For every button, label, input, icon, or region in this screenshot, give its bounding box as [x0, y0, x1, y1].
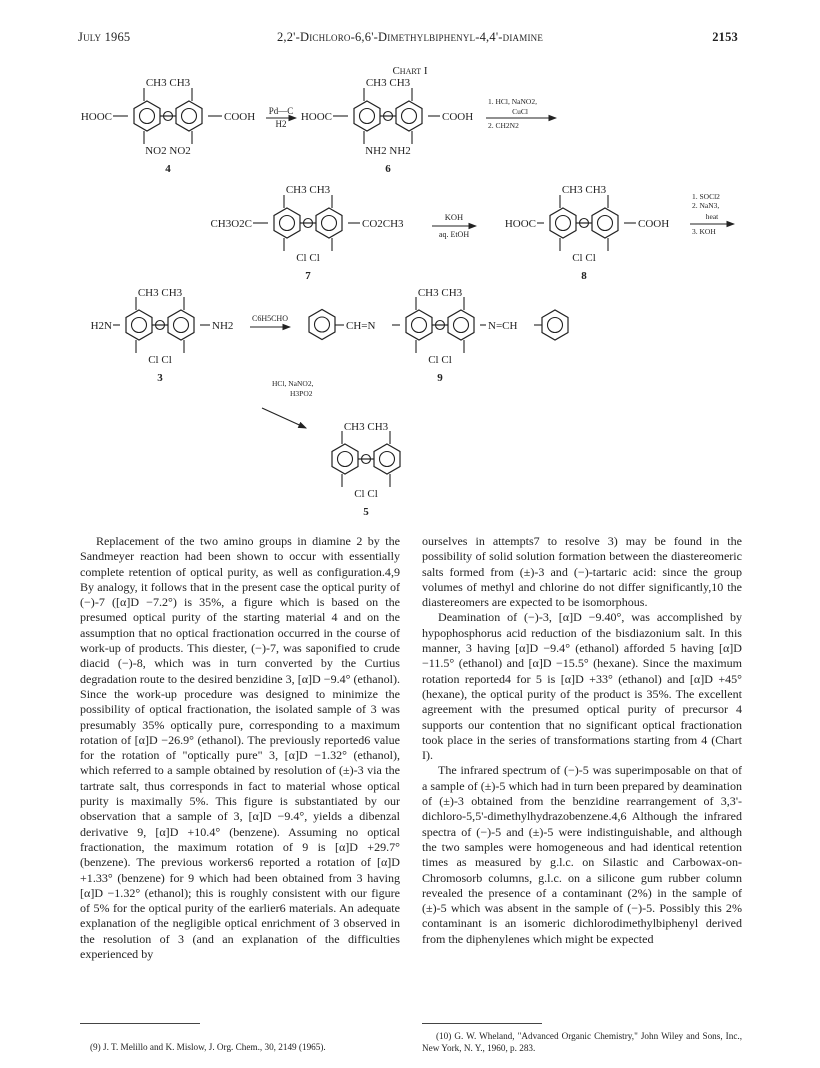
compound-6-left-label: HOOC [300, 111, 332, 123]
compound-8-top-label: CH3 CH3 [561, 184, 607, 196]
compound-9-right-label: N=CH [488, 320, 518, 332]
arrow-4-line-1: HCl, NaNO2, [272, 379, 314, 388]
compound-9-number: 9 [437, 372, 443, 384]
compound-6-bottom-label: NH2 NH2 [365, 145, 411, 157]
arrow-benzaldehyde-label: C6H5CHO [251, 314, 289, 323]
arrow-2-line-2: CuCl [512, 107, 528, 116]
compound-5-number: 5 [363, 506, 369, 518]
arrow-koh-bottom: aq. EtOH [438, 230, 470, 239]
compound-4-left-label: HOOC [80, 111, 112, 123]
arrow-socl2-nan3-koh [690, 192, 734, 236]
arrow-2-line-1: 1. HCl, NaNO2, [488, 97, 537, 106]
arrow-benzaldehyde [250, 314, 290, 327]
arrow-koh-top: KOH [444, 212, 464, 222]
body-paragraph: Deamination of (−)-3, [α]D −9.40°, was accomplished by hypophosphorus acid reduction of the bisdiazonium salt. In this manner, 3 having [α]D −9.4° (ethanol) afforded 5 having [α]D −11.5° (ethanol) and [α]D −15.5° (hexane). Since the maximum rotation reported4 for 5 is [α]D +33° (ethanol) and [α]D +45° (hexane), the optical purity of the product is 35%. The excellent agreement with the presumed optical purity of precursor 4 supports our contention that no significant optical fractionation took place in the series of transformations starting from 4 (Chart I). [422, 610, 742, 763]
compound-9-top-label: CH3 CH3 [417, 287, 463, 299]
right-text-column [422, 534, 742, 947]
arrow-4-line-2: H3PO2 [290, 389, 313, 398]
compound-7-structure [210, 184, 404, 282]
arrow-1-reagent-top: Pd—C [268, 106, 294, 116]
arrow-koh-aq-etoh [432, 212, 476, 239]
compound-4-bottom-label: NO2 NO2 [145, 145, 191, 157]
compound-3-bottom-label: Cl Cl [148, 354, 172, 366]
running-head-title: 2,2'-Dichloro-6,6'-Dimethylbiphenyl-4,4'-diamine [276, 30, 544, 44]
footnote-9: (9) J. T. Melillo and K. Mislow, J. Org. Chem., 30, 2149 (1965). [90, 1042, 326, 1052]
footnote-10: (10) G. W. Wheland, "Advanced Organic Chemistry," John Wiley and Sons, Inc., New York, N. Y., 1960, p. 283. [422, 1031, 742, 1053]
compound-7-right-label: CO2CH3 [362, 218, 404, 230]
compound-3-structure [91, 287, 234, 384]
chart-title: Chart I [392, 65, 428, 77]
compound-6-number: 6 [385, 163, 391, 175]
compound-7-number: 7 [305, 270, 311, 282]
arrow-pd-c-h2 [266, 106, 296, 129]
arrow-hcl-nano2-cucl [486, 97, 556, 130]
body-paragraph: Replacement of the two amino groups in diamine 2 by the Sandmeyer reaction had been shown to occur with essentially complete retention of optical purity, as well as configuration.4,9 By analogy, it follows that in the present case the optical purity of (−)-7 ([α]D −7.2°) is 35%, a figure which is based on the presumed optical purity of the starting material 4 and on the assumption that no optical fractionation occurred in the course of work-up of products. This diester, (−)-7, was saponified to crude diacid (−)-8, which was in turn converted by the Curtius degradation route to the desired benzidine 3, [α]D −9.4° (ethanol). Since the work-up procedure was designed to minimize the possibility of optical fractionation, the isolated sample of 3 was presumably 35% optically pure, corresponding to a maximum rotation of [α]D −26.9° (ethanol). The previously reported6 value for the rotation of "optically pure" 3, [α]D −1.32° (ethanol), which referred to a sample obtained by resolution of (±)-3 via the tartrate salt, thus corresponds in fact to material whose optical purity is maximally 5%. This figure is substantiated by our observation that a sample of 3, [α]D −9.4°, yields a dibenzal derivative 9, [α]D +10.4° (benzene). Assuming no optical fractionation, the maximum rotation of 9 is [α]D +29.7° (benzene). The previous workers6 reported a rotation of [α]D +1.33° (benzene) for 9 which had been obtained from 3 having [α]D −1.32° (ethanol); this is roughly consistent with our figure of 5% for the optical purity of the earlier6 materials. An adequate explanation of the negligible optical enrichment of 3 observed in the resolution of 3 (and an explanation of the difficulties experienced by [80, 534, 400, 962]
page-number: 2153 [712, 30, 738, 44]
compound-4-number: 4 [165, 163, 171, 175]
chart-i-reaction-scheme [0, 0, 820, 530]
arrow-hcl-nano2-h3po2 [262, 379, 314, 428]
compound-7-left-label: CH3O2C [210, 218, 252, 230]
compound-6-top-label: CH3 CH3 [365, 77, 411, 89]
compound-8-bottom-label: Cl Cl [572, 252, 596, 264]
footnote-rule [422, 1023, 542, 1024]
arrow-3-line-3: heat [705, 212, 719, 221]
compound-5-top-label: CH3 CH3 [343, 421, 389, 433]
arrow-3-line-1: 1. SOCl2 [692, 192, 720, 201]
compound-9-structure [309, 287, 568, 384]
running-head-date: July 1965 [78, 30, 131, 44]
body-paragraph: The infrared spectrum of (−)-5 was superimposable on that of a sample of (±)-5 which had in turn been prepared by deamination of (±)-3 obtained from the benzidine rearrangement of 3,3'-dichloro-5,5'-dimethylhydrazobenzene.4,6 Although the infrared spectra of (−)-5 and (±)-5 were indistinguishable, and although the two samples were homogeneous and had identical retention times as measured by g.l.c. on Silastic and Carbowax-on-Chromosorb columns, g.l.c. on a silicone gum rubber column revealed the presence of a contaminant (2%) in the sample of (±)-5 which was absent in the sample of (−)-5. Possibly this 2% contaminant is an isomeric dichlorodimethylbiphenyl derived from the diphenylenes which might be expected [422, 763, 742, 946]
compound-8-right-label: COOH [638, 218, 670, 230]
compound-4-structure [81, 77, 255, 175]
compound-7-top-label: CH3 CH3 [285, 184, 331, 196]
compound-4-right-label: COOH [224, 111, 256, 123]
compound-7-bottom-label: Cl Cl [296, 252, 320, 264]
compound-8-left-label: HOOC [504, 218, 536, 230]
body-paragraph: ourselves in attempts7 to resolve 3) may be found in the possibility of solid solution formation between the diastereomeric salts formed from (±)-3 and (−)-tartaric acid: since the group volumes of methyl and chlorine do not differ significantly,10 the diastereomers are expected to be isomorphous. [422, 534, 742, 610]
arrow-1-reagent-bottom: H2 [275, 119, 287, 129]
compound-4-top-label: CH3 CH3 [145, 77, 191, 89]
compound-6-right-label: COOH [442, 111, 474, 123]
left-text-column [80, 534, 400, 962]
compound-9-bottom-label: Cl Cl [428, 354, 452, 366]
compound-5-structure [332, 421, 400, 518]
compound-3-left-label: H2N [90, 320, 112, 332]
footnote-rule [80, 1023, 200, 1024]
compound-3-right-label: NH2 [212, 320, 234, 332]
compound-9-left-label: CH=N [346, 320, 376, 332]
compound-6-structure [301, 77, 473, 175]
arrow-3-line-2: 2. NaN3, [692, 201, 720, 210]
compound-3-number: 3 [157, 372, 163, 384]
compound-3-top-label: CH3 CH3 [137, 287, 183, 299]
compound-8-structure [505, 184, 669, 282]
compound-8-number: 8 [581, 270, 587, 282]
arrow-2-line-3: 2. CH2N2 [488, 121, 519, 130]
arrow-3-line-4: 3. KOH [692, 227, 716, 236]
compound-5-bottom-label: Cl Cl [354, 488, 378, 500]
